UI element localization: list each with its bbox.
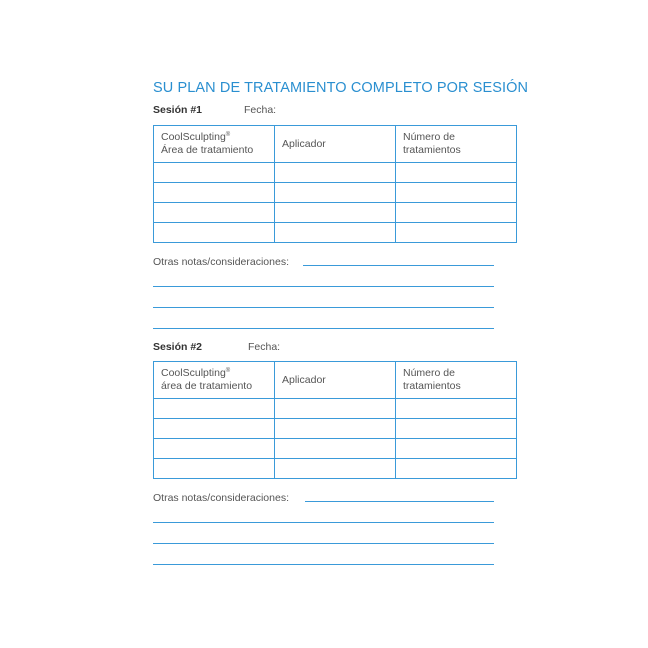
- area-cell[interactable]: [154, 203, 275, 223]
- applicator-cell[interactable]: [275, 459, 396, 479]
- area-cell[interactable]: [154, 459, 275, 479]
- registered-mark: ®: [225, 368, 231, 374]
- area-cell[interactable]: [154, 399, 275, 419]
- table-header-row: [154, 126, 517, 163]
- header-treatments-line1: Número de: [403, 367, 455, 379]
- area-cell[interactable]: [154, 163, 275, 183]
- header-treatments: [396, 362, 517, 399]
- treatments-cell[interactable]: [396, 419, 517, 439]
- area-cell[interactable]: [154, 183, 275, 203]
- table-row: [154, 163, 517, 183]
- header-area-label: área de tratamiento: [161, 380, 253, 392]
- session-2-table: [153, 361, 517, 479]
- header-area: [154, 126, 275, 163]
- treatments-cell[interactable]: [396, 459, 517, 479]
- session-2-notes-label: Otras notas/consideraciones:: [153, 492, 289, 504]
- session-1-label: Sesión #1: [153, 104, 203, 116]
- applicator-cell[interactable]: [275, 183, 396, 203]
- area-cell[interactable]: [154, 419, 275, 439]
- notes-line[interactable]: [153, 328, 494, 329]
- header-applicator: Aplicador: [275, 126, 396, 163]
- registered-mark: ®: [225, 132, 231, 138]
- header-area-brand: CoolSculpting: [161, 367, 226, 379]
- applicator-cell[interactable]: [275, 439, 396, 459]
- area-cell[interactable]: [154, 439, 275, 459]
- table-row: [154, 183, 517, 203]
- header-applicator: Aplicador: [275, 362, 396, 399]
- header-area-label: Área de tratamiento: [161, 144, 254, 156]
- header-treatments-line2: tratamientos: [403, 380, 461, 392]
- session-1-notes-label: Otras notas/consideraciones:: [153, 256, 289, 268]
- applicator-cell[interactable]: [275, 163, 396, 183]
- table-row: [154, 439, 517, 459]
- notes-line[interactable]: [153, 564, 494, 565]
- table-row: [154, 399, 517, 419]
- applicator-cell[interactable]: [275, 203, 396, 223]
- notes-line[interactable]: [153, 522, 494, 523]
- notes-line[interactable]: [305, 501, 494, 502]
- applicator-cell[interactable]: [275, 223, 396, 243]
- notes-line[interactable]: [153, 543, 494, 544]
- area-cell[interactable]: [154, 223, 275, 243]
- session-2-date-label: Fecha:: [248, 341, 281, 353]
- table-row: [154, 419, 517, 439]
- header-treatments-line2: tratamientos: [403, 144, 461, 156]
- treatments-cell[interactable]: [396, 399, 517, 419]
- notes-line[interactable]: [303, 265, 494, 266]
- notes-line[interactable]: [153, 286, 494, 287]
- session-1-table: [153, 125, 517, 243]
- session-2-label: Sesión #2: [153, 341, 203, 353]
- header-treatments-line1: Número de: [403, 131, 455, 143]
- treatments-cell[interactable]: [396, 163, 517, 183]
- treatments-cell[interactable]: [396, 223, 517, 243]
- header-treatments: [396, 126, 517, 163]
- page-title: SU PLAN DE TRATAMIENTO COMPLETO POR SESIÓN: [153, 80, 529, 96]
- treatments-cell[interactable]: [396, 183, 517, 203]
- notes-line[interactable]: [153, 307, 494, 308]
- applicator-cell[interactable]: [275, 399, 396, 419]
- session-2-header: [153, 341, 281, 353]
- treatments-cell[interactable]: [396, 203, 517, 223]
- table-row: [154, 459, 517, 479]
- treatments-cell[interactable]: [396, 439, 517, 459]
- session-1-date-label: Fecha:: [244, 104, 277, 116]
- header-area-brand: CoolSculpting: [161, 131, 226, 143]
- session-1-header: [153, 104, 277, 116]
- header-area: [154, 362, 275, 399]
- table-header-row: [154, 362, 517, 399]
- table-row: [154, 203, 517, 223]
- table-row: [154, 223, 517, 243]
- applicator-cell[interactable]: [275, 419, 396, 439]
